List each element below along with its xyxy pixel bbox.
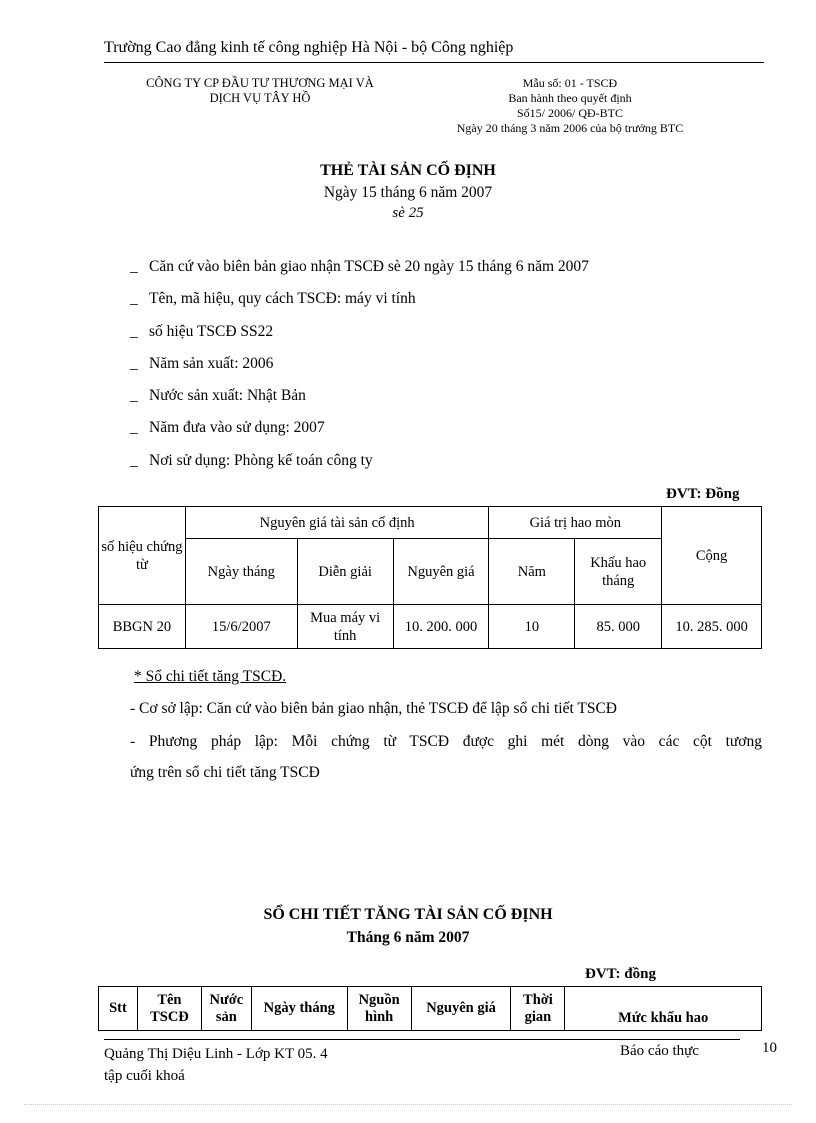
list-item [130, 355, 589, 387]
cell-ngay-thang: 15/6/2007 [185, 605, 297, 649]
header-nguyen-gia-group: Nguyên giá tài sản cố định [185, 507, 489, 539]
header-nguyen-gia: Nguyên giá [411, 987, 511, 1031]
form-info-block [420, 76, 720, 136]
header-rule [104, 62, 764, 63]
cell-cong: 10. 285. 000 [662, 605, 762, 649]
page-bottom-divider [24, 1104, 792, 1105]
list-item [130, 290, 589, 322]
list-item-text: Nước sản xuất: Nhật Bản [149, 387, 306, 405]
company-name-line1: CÔNG TY CP ĐẦU TƯ THƯƠNG MẠI VÀ [146, 76, 374, 90]
header-so-hieu: số hiệu chứng từ [99, 507, 186, 605]
cell-dien-giai: Mua máy vi tính [297, 605, 393, 649]
card-title: THẺ TÀI SẢN CỐ ĐỊNH [320, 162, 496, 179]
list-item-text: Tên, mã hiệu, quy cách TSCĐ: máy vi tính [149, 290, 416, 308]
header-nuoc-san: Nước sản [201, 987, 251, 1031]
detail-month: Tháng 6 năm 2007 [346, 929, 470, 946]
page-number: 10 [762, 1040, 777, 1056]
bullet-marker: _ [130, 290, 138, 308]
bullet-marker: _ [130, 451, 138, 469]
header-khau-hao: Khấu hao tháng [575, 539, 662, 605]
form-decision: Ban hành theo quyết định [508, 91, 632, 105]
card-details-list [130, 258, 589, 484]
header-nam: Năm [489, 539, 575, 605]
list-item [130, 419, 589, 451]
school-header: Trường Cao đẳng kinh tế công nghiệp Hà Nội - bộ Công nghiệp [104, 39, 514, 56]
cell-khau-hao: 85. 000 [575, 605, 662, 649]
header-thoi-gian: Thời gian [511, 987, 565, 1031]
detail-unit-label: ĐVT: đồng [585, 966, 656, 982]
list-item-text: Năm sản xuất: 2006 [149, 354, 274, 372]
header-nguyen-gia: Nguyên giá [393, 539, 489, 605]
header-ten-tscd: Tên TSCĐ [137, 987, 201, 1031]
list-item-text: Căn cứ vào biên bản giao nhận TSCĐ sè 20 ngày 15 tháng 6 năm 2007 [149, 258, 589, 275]
detail-heading: * Sổ chi tiết tăng TSCĐ. [134, 668, 287, 685]
header-cong: Cộng [662, 507, 762, 605]
footer-author-block [104, 1043, 328, 1087]
cell-nguyen-gia: 10. 200. 000 [393, 605, 489, 649]
header-hao-mon-group: Giá trị hao mòn [489, 507, 662, 539]
header-muc-khau-hao: Mức khấu hao [565, 987, 762, 1031]
bullet-marker: _ [130, 387, 138, 405]
bullet-marker: _ [130, 322, 138, 340]
list-item [130, 387, 589, 419]
footer-tail: tập cuối khoá [104, 1068, 185, 1084]
bullet-marker: _ [130, 354, 138, 372]
table-row [99, 605, 762, 649]
list-item [130, 258, 589, 290]
unit-label: ĐVT: Đồng [666, 486, 740, 502]
cell-nam: 10 [489, 605, 575, 649]
table-header-row [99, 507, 762, 539]
company-name-line2: DỊCH VỤ TÂY HỒ [209, 91, 311, 105]
form-code: Mẫu số: 01 - TSCĐ [522, 76, 618, 90]
detail-title: SỔ CHI TIẾT TĂNG TÀI SẢN CỐ ĐỊNH [263, 906, 553, 923]
header-nguon-hinh: Nguồn hình [347, 987, 411, 1031]
card-number: sè 25 [392, 205, 424, 221]
header-stt: Stt [99, 987, 138, 1031]
list-item-text: Nơi sử dụng: Phòng kế toán công ty [149, 451, 373, 469]
list-item-text: số hiệu TSCĐ SS22 [149, 322, 274, 340]
footer-author: Quảng Thị Diệu Linh - Lớp KT 05. 4 [104, 1046, 328, 1062]
header-ngay-thang: Ngày tháng [185, 539, 297, 605]
form-decision-number: Số15/ 2006/ QĐ-BTC [516, 106, 623, 120]
cell-so-hieu: BBGN 20 [99, 605, 186, 649]
form-decision-date: Ngày 20 tháng 3 năm 2006 của bộ trưởng BTC [456, 121, 684, 135]
footer-rule [104, 1039, 740, 1040]
footer-report: Báo cáo thực [620, 1043, 699, 1059]
asset-card-table [98, 506, 762, 649]
bullet-marker: _ [130, 419, 138, 437]
list-item [130, 452, 589, 484]
bullet-marker: _ [130, 258, 138, 275]
list-item [130, 323, 589, 355]
basis-paragraph: - Cơ sở lập: Căn cứ vào biên bản giao nhận, thẻ TSCĐ để lập sổ chi tiết TSCĐ [130, 700, 618, 717]
card-date: Ngày 15 tháng 6 năm 2007 [323, 184, 493, 201]
list-item-text: Năm đưa vào sử dụng: 2007 [149, 419, 325, 437]
company-block [110, 76, 410, 106]
method-paragraph-line2: ứng trên sổ chi tiết tăng TSCĐ [130, 764, 320, 781]
method-paragraph-line1: - Phương pháp lập: Mỗi chứng từ TSCĐ được ghi mét dòng vào các cột tương [130, 733, 762, 750]
header-dien-giai: Diễn giải [297, 539, 393, 605]
detail-table [98, 986, 762, 1031]
table-header-row [99, 987, 762, 1031]
header-ngay-thang: Ngày tháng [251, 987, 347, 1031]
